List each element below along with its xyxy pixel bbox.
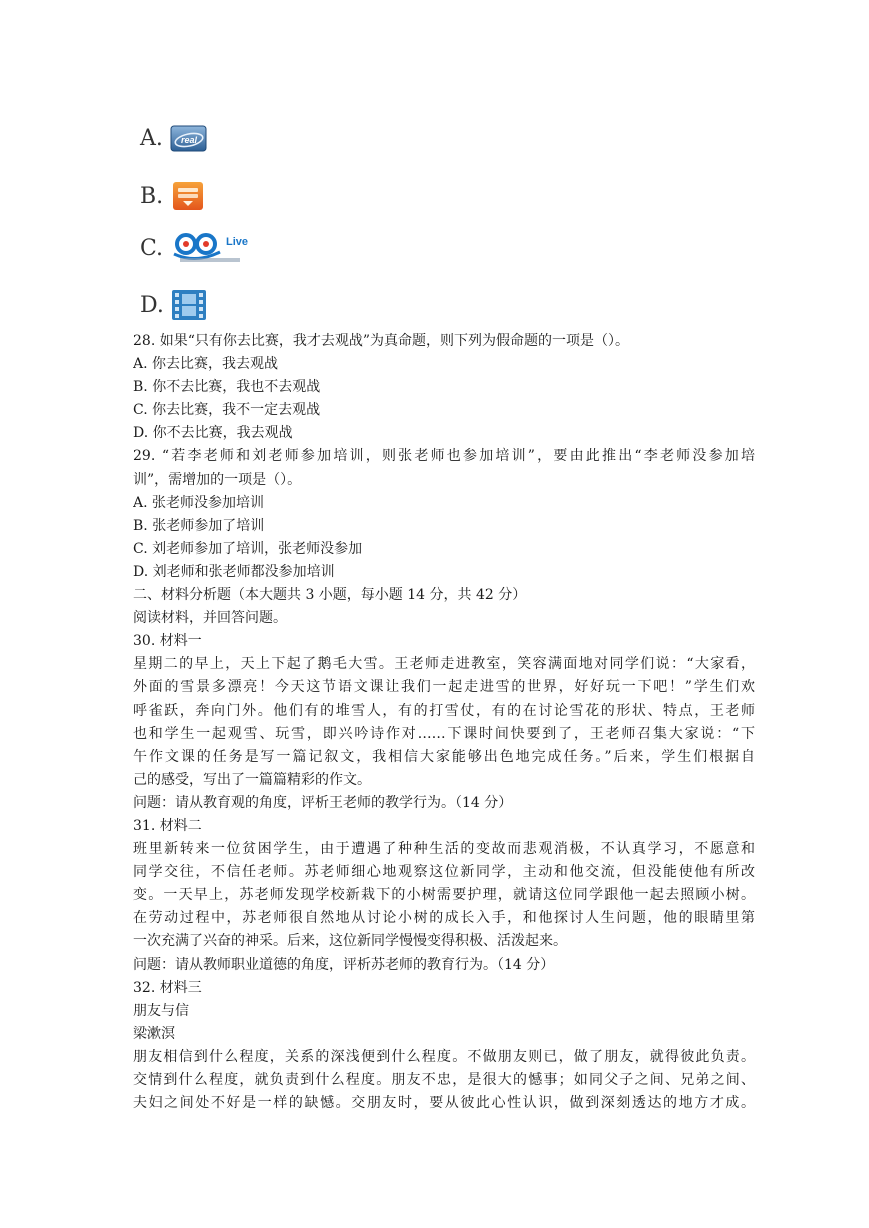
question-28-stem: 28. 如果“只有你去比赛，我才去观战”为真命题，则下列为假命题的一项是（）。 [133,333,630,349]
material-2-paragraph: 同学交往，不信任老师。苏老师细心地观察这位新同学，主动和他交流，但没能使他有所改 [133,864,755,881]
material-1-paragraph: 己的感受，写出了一篇篇精彩的作文。 [133,771,371,788]
question-31-heading: 31. 材料二 [133,817,202,834]
material-3-paragraph: 交情到什么程度，就负责到什么程度。朋友不忠，是很大的憾事；如同父子之间、兄弟之间、 [133,1072,755,1088]
svg-text:real: real [180,135,198,145]
material-1-paragraph: 呼雀跃，奔向门外。他们有的堆雪人，有的打雪仗，有的在讨论雪花的形状、特点，王老师 [133,702,755,719]
option-letter: D. [140,292,164,318]
material-2-paragraph: 班里新转来一位贫困学生，由于遭遇了种种生活的变故而悲观消极，不认真学习，不愿意和 [133,841,755,858]
q28-option-d: D. 你不去比赛，我去观战 [133,425,293,442]
material-2-paragraph: 在劳动过程中，苏老师很自然地从讨论小树的成长入手，和他探讨人生问题，他的眼睛里第 [133,910,755,927]
q29-option-d: D. 刘老师和张老师都没参加培训 [133,563,335,580]
question-29-stem: 29. “若李老师和刘老师参加培训，则张老师也参加培训”，要由此推出“李老师没参加培 [133,448,755,465]
q28-option-b: B. 你不去比赛，我也不去观战 [133,379,321,396]
question-29-stem-cont: 训”，需增加的一项是（）。 [133,471,302,488]
material-1-paragraph: 外面的雪景多漂亮！今天这节语文课让我们一起走进雪的世界，好好玩一下吧！”学生们欢 [133,679,755,696]
option-letter: A. [140,125,163,151]
material-3-paragraph: 夫妇之间处不好是一样的缺憾。交朋友时，要从彼此心性认识，做到深刻透达的地方才成。 [133,1095,755,1112]
image-option-a [140,118,208,158]
exam-text-body [133,330,755,1115]
image-option-b [140,176,206,216]
material-2-paragraph: 变。一天早上，苏老师发现学校新栽下的小树需要护理，就请这位同学跟他一起去照顾小树。 [133,887,755,904]
material-3-paragraph: 朋友相信到什么程度，关系的深浅便到什么程度。不做朋友则已，做了朋友，就得彼此负责。 [133,1048,755,1065]
material-2-paragraph: 一次充满了兴奋的神采。后来，这位新同学慢慢变得积极、活泼起来。 [133,933,567,950]
q29-option-c: C. 刘老师参加了培训，张老师没参加 [133,540,363,557]
question-30-heading: 30. 材料一 [133,633,202,650]
option-letter: C. [140,235,164,261]
material-1-paragraph: 星期二的早上，天上下起了鹅毛大雪。王老师走进教室，笑容满面地对同学们说：“大家看， [133,656,755,673]
q29-option-a: A. 张老师没参加培训 [133,494,265,511]
question-30-prompt: 问题：请从教育观的角度，评析王老师的教学行为。（14 分） [133,794,513,811]
section-heading: 二、材料分析题（本大题共 3 小题，每小题 14 分，共 42 分） [133,587,527,604]
pplive-logo-text: Live [226,236,249,248]
material-3-author: 梁漱溟 [133,1025,175,1042]
section-instruction: 阅读材料，并回答问题。 [133,610,287,627]
film-strip-logo-icon [170,288,208,322]
real-player-logo-icon [170,123,208,153]
pplive-logo-icon [170,228,268,268]
question-31-prompt: 问题：请从教师职业道德的角度，评析苏老师的教育行为。（14 分） [133,956,555,973]
image-option-d [140,285,208,325]
material-3-title: 朋友与信 [133,1002,189,1019]
q28-option-a: A. 你去比赛，我去观战 [133,356,279,373]
option-letter: B. [140,183,164,209]
question-32-heading: 32. 材料三 [133,979,202,996]
material-1-paragraph: 午作文课的任务是写一篇记叙文，我相信大家能够出色地完成任务。”后来，学生们根据自 [133,748,755,765]
q28-option-c: C. 你去比赛，我不一定去观战 [133,402,321,419]
orange-layers-logo-icon [170,179,206,213]
material-1-paragraph: 也和学生一起观雪、玩雪，即兴吟诗作对……下课时间快要到了，王老师召集大家说：“下 [133,725,755,742]
q29-option-b: B. 张老师参加了培训 [133,517,265,534]
image-option-c [140,228,268,268]
